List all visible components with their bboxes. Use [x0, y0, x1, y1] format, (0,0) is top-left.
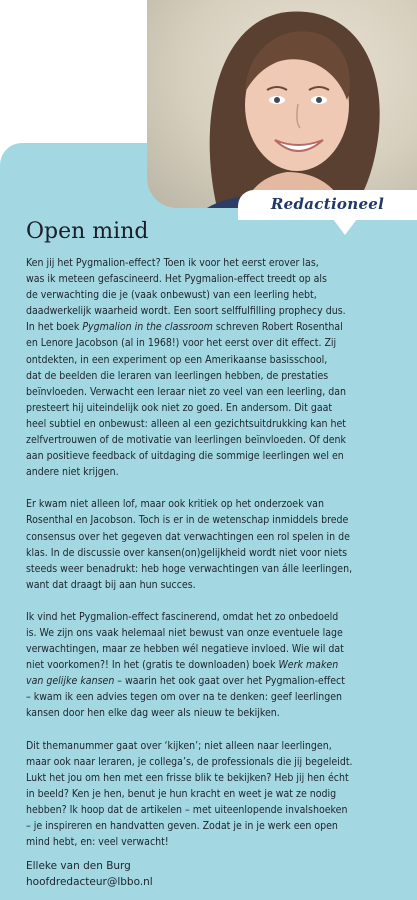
text-segment: Ik vind het Pygmalion-effect fascinerend, omdat het zo onbedoeld [26, 610, 339, 623]
text-segment: daadwerkelijk waarheid wordt. Een soort selffulfilling prophecy dus. [26, 305, 346, 318]
text-segment: klas. In de discussie over kansen(on)gelijkheid wordt niet voor niets [26, 546, 348, 559]
section-label: Redactioneel [270, 195, 385, 213]
article-body [26, 255, 396, 866]
text-line [26, 416, 396, 432]
text-line [26, 512, 396, 528]
text-line [26, 271, 396, 287]
text-line [26, 287, 396, 303]
text-segment: – kwam ik een advies tegen om over na te denken: geef leerlingen [26, 691, 343, 704]
paragraph [26, 496, 396, 593]
text-segment: is. We zijn ons vaak helemaal niet bewust van onze eventuele lage [26, 626, 343, 639]
text-segment: kansen door hen elke dag weer als nieuw te bekijken. [26, 707, 280, 720]
text-segment: de verwachting die je (vaak onbewust) van een leerling hebt, [26, 289, 317, 302]
text-line [26, 689, 396, 705]
italic-title: Werk maken [278, 659, 339, 672]
text-segment: Lukt het jou om hen met een frisse blik te bekijken? Heb jij hen écht [26, 771, 349, 784]
text-segment: maar ook naar leraren, je collega’s, de professionals die jij begeleidt. [26, 755, 353, 768]
text-line [26, 657, 396, 673]
text-line [26, 432, 396, 448]
paragraph [26, 738, 396, 851]
text-segment: – je inspireren en handvatten geven. Zodat je in je werk een open [26, 820, 338, 832]
text-line [26, 545, 396, 561]
author-email: hoofdredacteur@lbbo.nl [26, 876, 153, 888]
author-name: Elleke van den Burg [26, 860, 131, 872]
text-segment: Dit themanummer gaat over ‘kijken’; niet alleen naar leerlingen, [26, 739, 332, 752]
text-segment: heel subtiel en onbewust: alleen al een gezichtsuitdrukking kan het [26, 417, 346, 430]
text-line [26, 818, 396, 834]
text-segment: – waarin het ook gaat over het Pygmalion-effect [114, 675, 345, 688]
text-line [26, 577, 396, 593]
text-segment: niet voorkomen?! In het (gratis te downloaden) boek [26, 659, 279, 672]
text-line [26, 255, 396, 271]
text-segment: steeds weer benadrukt: heb hoge verwachtingen van álle leerlingen, [26, 562, 353, 575]
text-segment: was ik meteen gefascineerd. Het Pygmalion-effect treedt op als [26, 273, 327, 286]
text-segment: zelfvertrouwen of de motivatie van leerlingen beïnvloeden. Of denk [26, 434, 346, 447]
text-segment: In het boek [26, 321, 83, 334]
text-segment: Ken jij het Pygmalion-effect? Toen ik voor het eerst erover las, [26, 257, 319, 269]
section-label-tab [238, 190, 417, 220]
italic-title: Pygmalion in the classroom [82, 321, 213, 334]
text-line [26, 464, 396, 480]
text-segment: Er kwam niet alleen lof, maar ook kritiek op het onderzoek van [26, 498, 324, 511]
text-segment: want dat draagt bij aan hun succes. [26, 578, 196, 591]
text-line [26, 641, 396, 657]
text-line [26, 802, 396, 818]
text-line [26, 609, 396, 625]
text-line [26, 352, 396, 368]
text-segment: presteert hij uiteindelijk ook niet zo goed. En andersom. Dit gaat [26, 401, 333, 414]
text-line [26, 834, 396, 850]
text-segment: schreven Robert Rosenthal [212, 321, 343, 334]
text-segment: ontdekten, in een experiment op een Amerikaanse basisschool, [26, 353, 328, 366]
text-line [26, 625, 396, 641]
text-segment: Rosenthal en Jacobson. Toch is er in de wetenschap inmiddels brede [26, 514, 349, 527]
text-segment: hebben? Ik hoop dat de artikelen – met uiteenlopende invalshoeken [26, 803, 348, 816]
text-line [26, 705, 396, 721]
text-line [26, 335, 396, 351]
text-line [26, 496, 396, 512]
text-line [26, 400, 396, 416]
speech-bubble-tail [333, 219, 357, 235]
text-line [26, 786, 396, 802]
text-line [26, 754, 396, 770]
italic-title: van gelijke kansen [26, 675, 115, 688]
text-line [26, 738, 396, 754]
text-line [26, 384, 396, 400]
text-line [26, 448, 396, 464]
text-segment: andere niet krijgen. [26, 466, 119, 479]
text-segment: en Lenore Jacobson (al in 1968!) voor het eerst over dit effect. Zij [26, 337, 337, 350]
text-segment: consensus over het gegeven dat verwachtingen een rol spelen in de [26, 530, 350, 543]
text-line [26, 673, 396, 689]
article-title: Open mind [26, 219, 149, 244]
paragraph [26, 255, 396, 480]
author-portrait-photo [147, 0, 417, 208]
text-segment: aan positieve feedback of uitdaging die sommige leerlingen wel en [26, 450, 344, 463]
text-segment: dat de beelden die leraren van leerlingen hebben, de prestaties [26, 369, 329, 382]
text-segment: mind hebt, en: veel verwacht! [26, 836, 169, 849]
text-segment: in beeld? Ken je hen, benut je hun kracht en weet je wat ze nodig [26, 787, 337, 800]
text-line [26, 303, 396, 319]
text-line [26, 319, 396, 335]
text-line [26, 368, 396, 384]
text-line [26, 770, 396, 786]
text-segment: beïnvloeden. Verwacht een leraar niet zo veel van een leerling, dan [26, 385, 346, 398]
text-line [26, 561, 396, 577]
signature [26, 858, 153, 890]
text-segment: verwachtingen, maar ze hebben wél negatieve invloed. Wie wil dat [26, 643, 344, 656]
text-line [26, 529, 396, 545]
paragraph [26, 609, 396, 722]
